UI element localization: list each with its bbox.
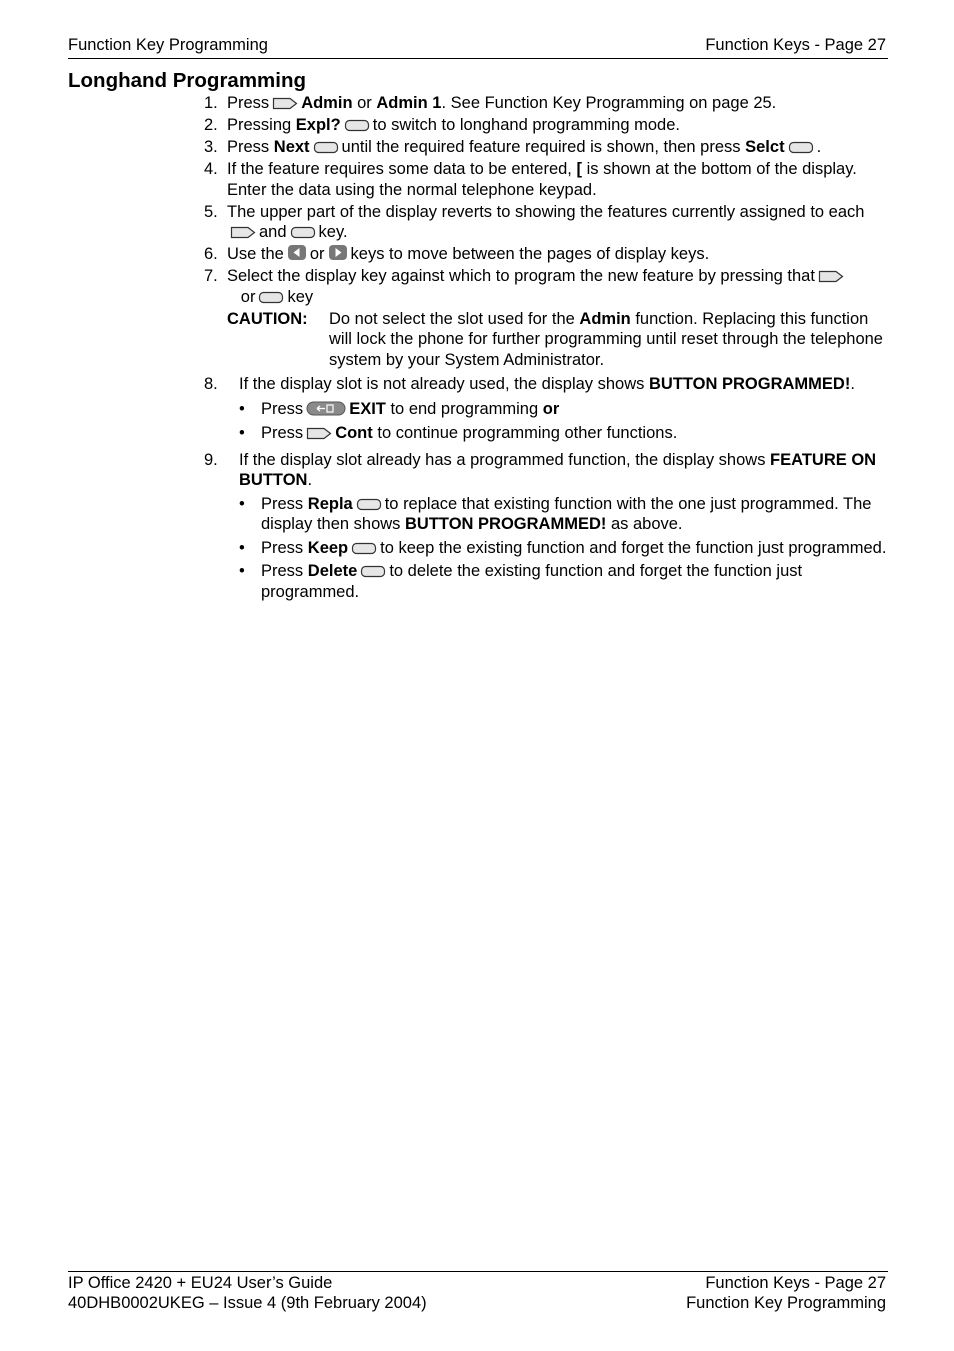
step-text: The upper part of the display reverts to showing the features currently assigned to each and key. [227,202,865,241]
step-number: 8. [204,375,218,393]
softkey-icon [788,141,814,154]
bullet-item: • Press EXIT to end programming or [239,399,560,418]
bullet-item: • Press Keep to keep the existing function and forget the function just programmed. [239,538,887,557]
step-3 [204,137,894,158]
caution-text: Do not select the slot used for the Admin function. Replacing this function will lock the phone for further programming until reset through the telephone system by your System Administrator. [329,309,883,369]
footer-page-label: Function Keys - Page 27 [705,1274,886,1292]
exit-key-icon [306,401,346,416]
header-page-label: Function Keys - Page 27 [705,36,886,54]
steps-list [204,93,894,602]
softkey-icon [351,542,377,555]
step-number: 9. [204,450,218,469]
footer-guide-title: IP Office 2420 + EU24 User’s Guide [68,1274,333,1292]
step-number: 5. [204,202,218,221]
step-text: Press Next until the required feature required is shown, then press Selct . [227,138,822,156]
step-number: 2. [204,116,218,134]
bullet-item: • Press Delete to delete the existing function and forget the function just programmed. [239,562,803,601]
bullet-item: • Press Cont to continue programming other functions. [239,424,678,442]
step-body [239,450,894,603]
bullet-item: • Press Repla to replace that existing function with the one just programmed. The display then shows BUTTON PROGRAMMED! as above. [239,494,872,533]
softkey-icon [344,119,370,132]
step-text: Select the display key against which to program the new feature by pressing that or key [227,266,894,307]
softkey-icon [290,226,316,239]
step-8 [204,374,894,444]
page-footer [68,1271,888,1312]
left-arrow-key-icon [287,244,307,261]
softkey-icon [258,291,284,304]
step-2 [204,115,894,136]
footer-section-title: Function Key Programming [686,1294,886,1312]
step-4 [204,159,894,200]
softkey-right-pointing-icon [230,226,256,239]
step-5 [204,202,894,243]
step-text: If the display slot is not already used, the display shows BUTTON PROGRAMMED!. [239,375,855,393]
step-6 [204,244,894,265]
step-text: Pressing Expl? to switch to longhand programming mode. [227,116,680,134]
bullet-list [239,494,894,603]
caution-note [227,309,894,371]
bullet-list [239,399,894,444]
softkey-right-pointing-icon [272,97,298,110]
softkey-icon [356,498,382,511]
page-header [68,36,888,59]
step-7 [204,266,894,307]
step-text: Press Admin or Admin 1. See Function Key Programming on page 25. [227,94,777,112]
step-body [239,374,894,444]
step-number: 6. [204,245,218,263]
step-number: 3. [204,138,218,156]
right-arrow-key-icon [328,244,348,261]
step-text: If the display slot already has a programmed function, the display shows FEATURE ON BUTTON. [239,450,877,489]
softkey-icon [360,565,386,578]
step-number: 1. [204,94,218,112]
section-title: Longhand Programming [68,69,307,92]
step-text: Use the or keys to move between the pages of display keys. [227,245,710,263]
step-number: 7. [204,267,218,285]
step-number: 4. [204,160,218,178]
header-section-title: Function Key Programming [68,36,268,54]
step-text: If the feature requires some data to be entered, [ is shown at the bottom of the display. Enter the data using the normal telephone keypad. [227,160,857,199]
caution-label: CAUTION: [227,309,308,328]
softkey-right-pointing-icon [818,270,844,283]
softkey-icon [313,141,339,154]
step-9 [204,450,894,603]
step-1 [204,93,894,114]
footer-document-number: 40DHB0002UKEG – Issue 4 (9th February 2004) [68,1294,427,1312]
softkey-right-pointing-icon [306,427,332,440]
